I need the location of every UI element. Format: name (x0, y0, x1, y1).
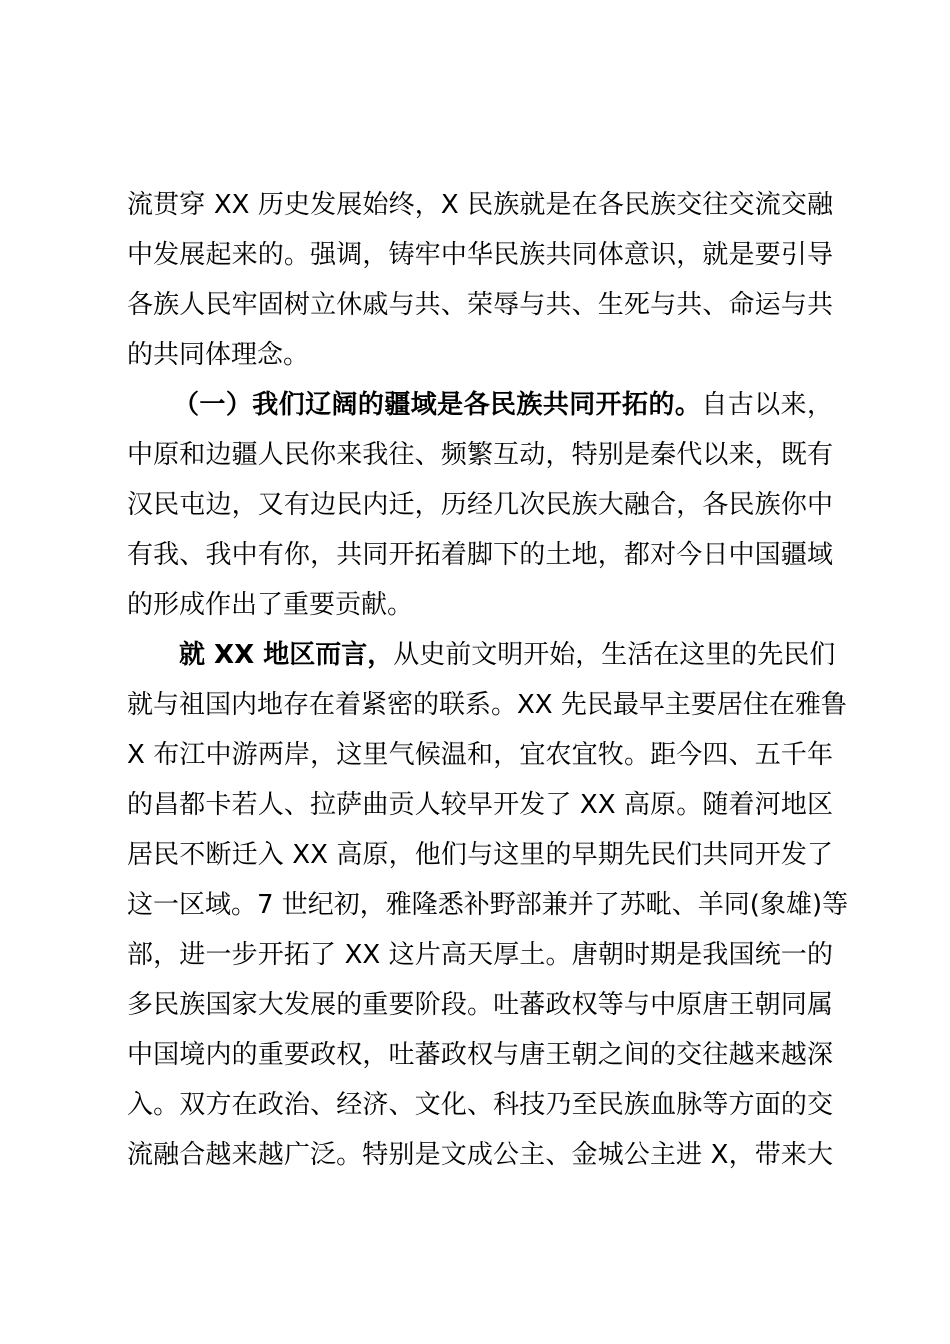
document-page (127, 180, 849, 1180)
text-line (127, 630, 836, 680)
paragraph-3 (127, 630, 849, 1180)
text-line (127, 380, 833, 430)
text-line: 部，进一步开拓了 XX 这片高天厚土。唐朝时期是我国统一的 (127, 940, 833, 970)
text-line: 中国境内的重要政权，吐蕃政权与唐王朝之间的交往越来越深 (127, 1040, 833, 1070)
text-line: 各族人民牢固树立休戚与共、荣辱与共、生死与共、命运与共 (127, 290, 833, 320)
text-run: 自古以来， (701, 390, 833, 420)
paragraph-1 (127, 180, 833, 380)
text-line: 中原和边疆人民你来我往、频繁互动，特别是秦代以来，既有 (127, 440, 833, 470)
text-run: 从史前文明开始，生活在这里的先民们 (393, 640, 836, 670)
text-line: X 布江中游两岸，这里气候温和，宜农宜牧。距今四、五千年 (127, 740, 833, 770)
text-line: 中发展起来的。强调，铸牢中华民族共同体意识，就是要引导 (127, 240, 833, 270)
text-line: 汉民屯边，又有边民内迁，历经几次民族大融合，各民族你中 (127, 490, 833, 520)
text-line: 流贯穿 XX 历史发展始终，X 民族就是在各民族交往交流交融 (127, 190, 833, 220)
text-line: 入。双方在政治、经济、文化、科技乃至民族血脉等方面的交 (127, 1090, 833, 1120)
text-line: 居民不断迁入 XX 高原，他们与这里的早期先民们共同开发了 (127, 840, 833, 870)
text-line: 有我、我中有你，共同开拓着脚下的土地，都对今日中国疆域 (127, 540, 833, 570)
text-line: 的共同体理念。 (127, 340, 310, 370)
text-line: 的形成作出了重要贡献。 (127, 590, 414, 620)
section-heading: （一）我们辽阔的疆域是各民族共同开拓的。 (173, 390, 702, 420)
text-line: 流融合越来越广泛。特别是文成公主、金城公主进 X，带来大 (127, 1140, 833, 1170)
text-line: 多民族国家大发展的重要阶段。吐蕃政权等与中原唐王朝同属 (127, 990, 833, 1020)
text-line: 的昌都卡若人、拉萨曲贡人较早开发了 XX 高原。随着河地区 (127, 790, 833, 820)
paragraph-2 (127, 380, 833, 630)
text-line: 这一区域。7 世纪初，雅隆悉补野部兼并了苏毗、羊同(象雄)等 (127, 890, 849, 920)
text-line: 就与祖国内地存在着紧密的联系。XX 先民最早主要居住在雅鲁 (127, 690, 847, 720)
bold-lead: 就 XX 地区而言， (179, 640, 394, 670)
